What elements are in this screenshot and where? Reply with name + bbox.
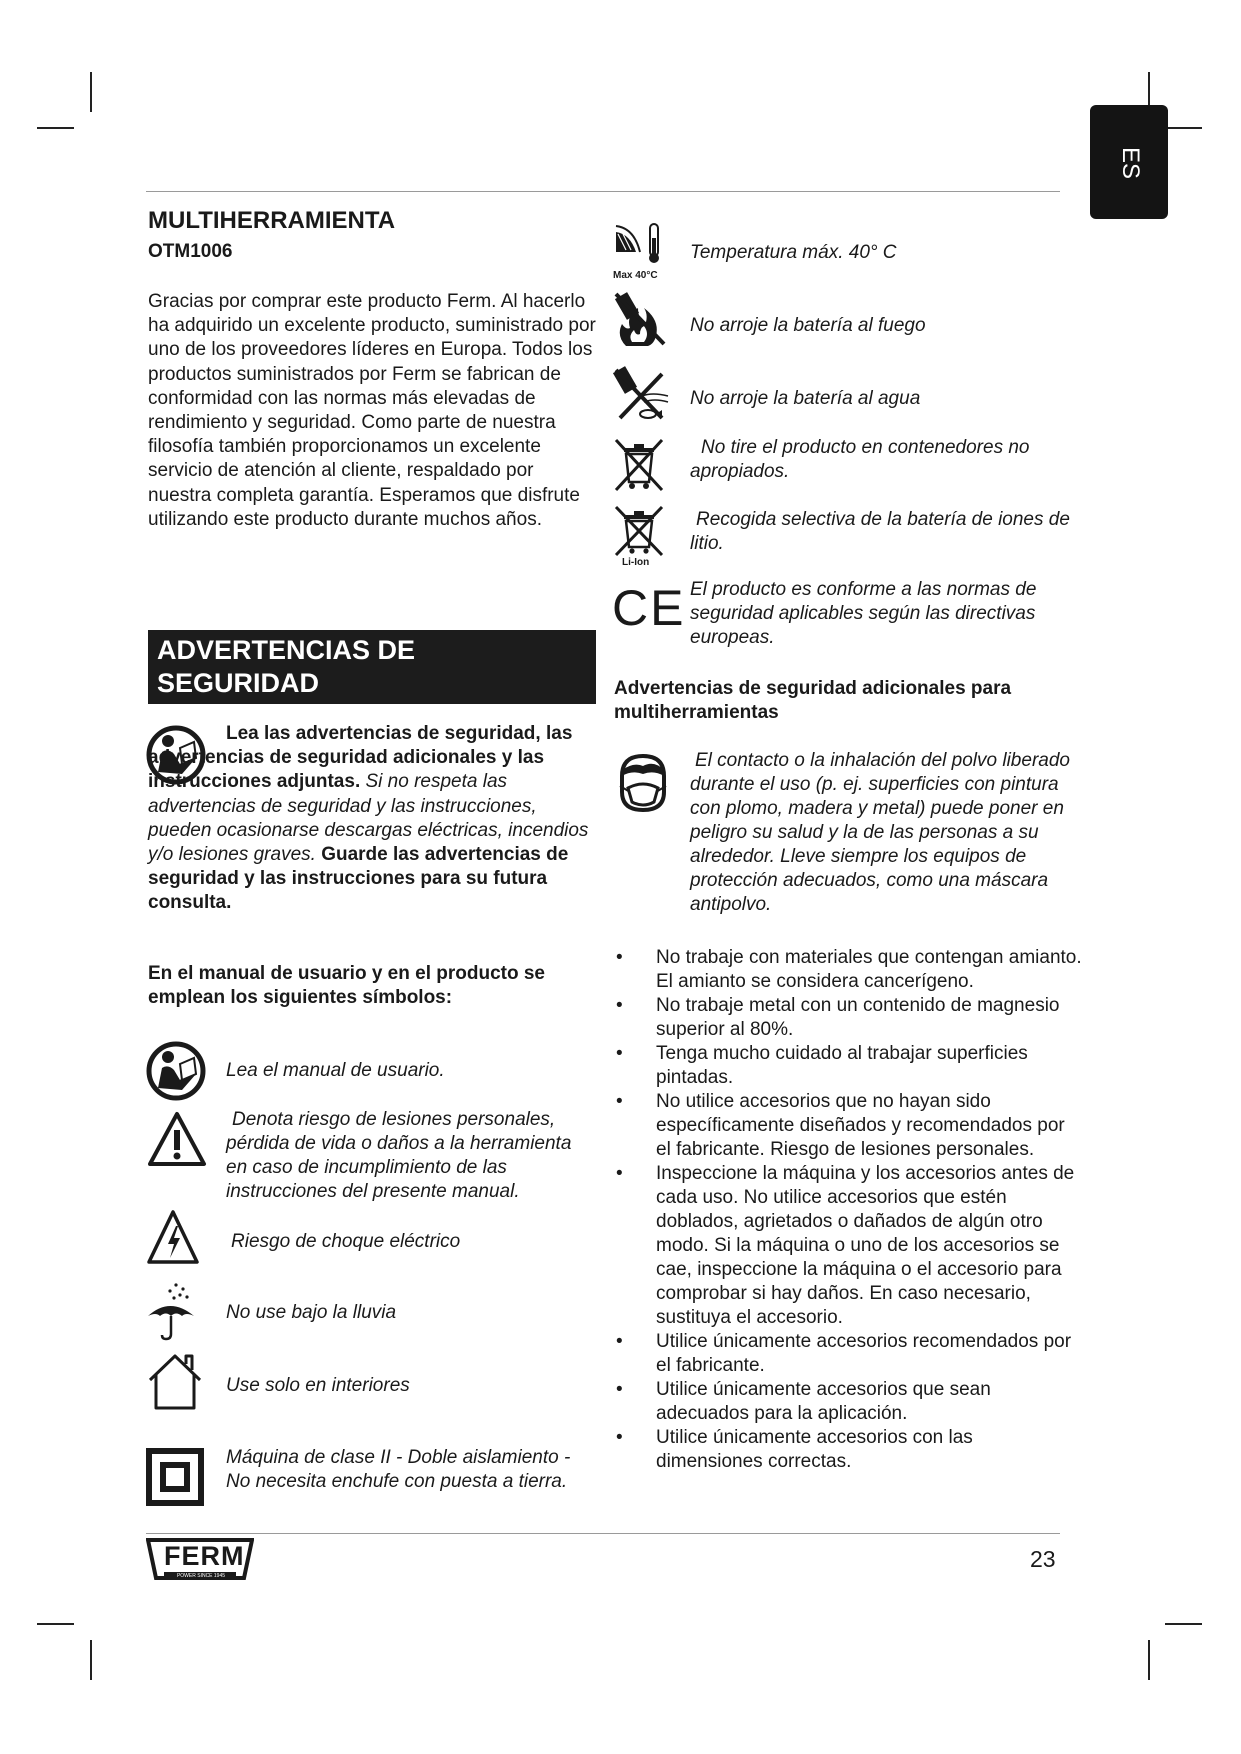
symbol-ce-text: El producto es conforme a las normas de seguridad aplicables según las directivas europeas. xyxy=(690,579,1037,648)
crop-mark xyxy=(37,127,74,129)
warning-bold-1: Lea las advertencias de seguridad, las advertencias de seguridad adicionales y las instrucciones adjuntas. xyxy=(148,723,573,793)
warning-paragraph xyxy=(148,722,596,916)
ferm-logo xyxy=(146,1538,254,1584)
list-item: • No trabaje metal con un contenido de magnesio superior al 80%. xyxy=(614,994,1084,1042)
class-2-double-insulation-icon xyxy=(146,1448,204,1506)
banner-line-1: ADVERTENCIAS DE xyxy=(157,635,416,665)
crop-mark xyxy=(90,1640,92,1680)
electric-shock-icon xyxy=(146,1208,200,1266)
list-item: • Utilice únicamente accesorios con las dimensiones correctas. xyxy=(614,1426,1084,1474)
language-code: ES xyxy=(1117,146,1145,180)
safety-bullet-list xyxy=(614,946,1084,1474)
symbol-shock-text: Riesgo de choque eléctrico xyxy=(231,1231,461,1252)
intro-text: Gracias por comprar este producto Ferm. Al hacerlo ha adquirido un excelente producto, suministrado por uno de los proveedores líderes en Europa. Todos los productos suministrados por Ferm se fabrican de conformidad con las normas más elevadas de rendimiento y seguridad. Como parte de nuestra filosofía también proporcionamos un excelente servicio de atención al cliente, respaldado por nuestra completa garantía. Esperamos que disfrute utilizando este producto durante muchos años. xyxy=(148,291,596,530)
ce-mark-icon: CE xyxy=(612,580,686,636)
temperature-icon xyxy=(612,220,668,282)
list-item: • Utilice únicamente accesorios recomendados por el fabricante. xyxy=(614,1330,1084,1378)
symbol-rain-text: No use bajo la lluvia xyxy=(226,1302,397,1323)
list-item: • Inspeccione la máquina y los accesorios antes de cada uso. No utilice accesorios que estén doblados, agrietados o dañados de algún otro modo. Si la máquina o uno de los accesorios se cae, inspeccione la máquina o el accesorio para comprobar si hay daños. En caso necesario, sustituya el accesorio. xyxy=(614,1162,1084,1330)
symbol-liion-text: Recogida selectiva de la batería de iones de litio. xyxy=(690,509,1070,554)
dust-warning-text: El contacto o la inhalación del polvo liberado durante el uso (p. ej. superficies con pintura con plomo, madera y metal) puede poner en peligro su salud y la de las personas a su alrededor. Lleve siempre los equipos de protección adecuados, como una máscara antipolvo. xyxy=(690,750,1070,915)
warning-bold-2: Guarde las advertencias de seguridad y las instrucciones para su futura consulta. xyxy=(148,844,569,914)
ferm-tagline: POWER SINCE 1945 xyxy=(176,1573,226,1579)
liion-icon-label: Li-Ion xyxy=(622,557,650,567)
symbol-danger-text: Denota riesgo de lesiones personales, pérdida de vida o daños a la herramienta en caso de incumplimiento de las instrucciones del presente manual. xyxy=(226,1109,572,1202)
temp-icon-label: Max 40°C xyxy=(613,270,658,281)
bottom-rule xyxy=(146,1533,1060,1534)
warning-italic: Si no respeta las advertencias de seguridad y las instrucciones, pueden ocasionarse descargas eléctricas, incendios y/o lesiones graves. xyxy=(148,771,589,866)
symbol-water-text: No arroje la batería al agua xyxy=(690,388,921,409)
symbol-class2-text: Máquina de clase II - Doble aislamiento - No necesita enchufe con puesta a tierra. xyxy=(226,1447,571,1492)
page-number: 23 xyxy=(1030,1546,1056,1572)
symbol-manual-text: Lea el manual de usuario. xyxy=(226,1060,445,1081)
language-tab xyxy=(1090,105,1168,219)
warning-triangle-icon xyxy=(146,1110,208,1168)
house-indoor-icon xyxy=(146,1350,204,1412)
list-item: • Utilice únicamente accesorios que sean adecuados para la aplicación. xyxy=(614,1378,1084,1426)
top-rule xyxy=(146,191,1060,192)
no-water-battery-icon xyxy=(612,366,670,424)
symbol-indoor-text: Use solo en interiores xyxy=(226,1375,410,1396)
section-banner xyxy=(148,630,596,704)
model-number: OTM1006 xyxy=(148,241,233,262)
li-ion-recycling-icon xyxy=(612,505,666,567)
crossed-bin-icon xyxy=(612,436,666,492)
banner-line-2: SEGURIDAD xyxy=(157,668,320,698)
symbols-intro: En el manual de usuario y en el producto se emplean los siguientes símbolos: xyxy=(148,963,545,1009)
list-item: • No utilice accesorios que no hayan sido específicamente diseñados y recomendados por el fabricante. Riesgo de lesiones personales. xyxy=(614,1090,1084,1162)
symbol-bin-text: No tire el producto en contenedores no apropiados. xyxy=(690,437,1030,482)
crop-mark xyxy=(1148,1640,1150,1680)
crop-mark xyxy=(1165,1623,1202,1625)
ferm-logo-text: FERM xyxy=(164,1541,245,1571)
crop-mark xyxy=(37,1623,74,1625)
crop-mark xyxy=(90,72,92,112)
read-manual-icon xyxy=(146,1040,206,1102)
no-fire-battery-icon xyxy=(612,290,668,348)
umbrella-rain-icon xyxy=(146,1280,198,1342)
crop-mark xyxy=(1165,127,1202,129)
symbol-temp-text: Temperatura máx. 40° C xyxy=(690,242,897,263)
dust-mask-icon xyxy=(614,752,672,814)
list-item: • Tenga mucho cuidado al trabajar superficies pintadas. xyxy=(614,1042,1084,1090)
list-item: • No trabaje con materiales que contengan amianto. El amianto se considera cancerígeno. xyxy=(614,946,1084,994)
page-title: MULTIHERRAMIENTA xyxy=(148,207,396,234)
additional-heading: Advertencias de seguridad adicionales para multiherramientas xyxy=(614,678,1012,724)
symbol-fire-text: No arroje la batería al fuego xyxy=(690,315,926,336)
